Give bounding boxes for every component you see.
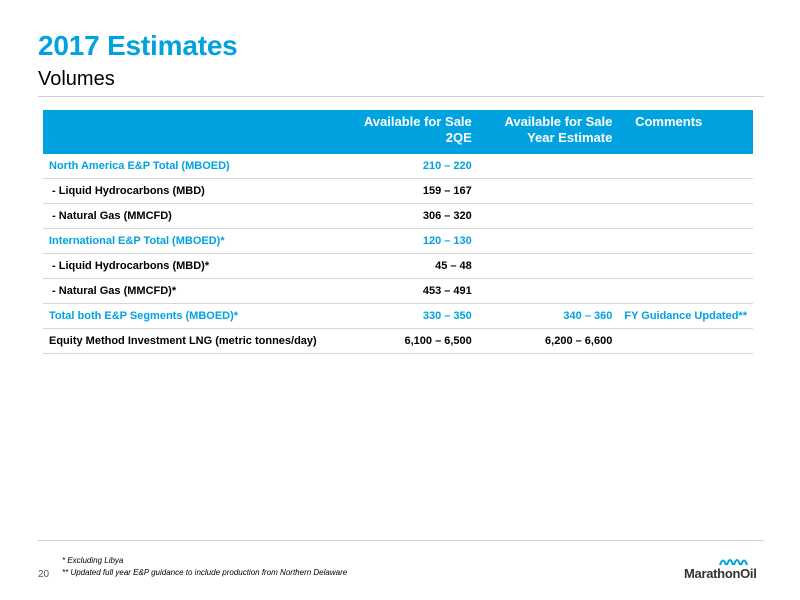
row-comment: [618, 179, 753, 204]
footer-divider: [38, 540, 764, 541]
row-year-value: [478, 154, 619, 179]
row-label: - Liquid Hydrocarbons (MBD): [43, 179, 325, 204]
row-label: Total both E&P Segments (MBOED)*: [43, 304, 325, 329]
table-row: [43, 279, 753, 304]
table-row: [43, 304, 753, 329]
row-label: - Natural Gas (MMCFD): [43, 204, 325, 229]
table-row: [43, 229, 753, 254]
row-2qe-value: 453 – 491: [325, 279, 478, 304]
row-comment: [618, 329, 753, 354]
page-subtitle: Volumes: [38, 68, 115, 90]
row-comment: [618, 229, 753, 254]
table-row: [43, 154, 753, 179]
row-year-value: [478, 279, 619, 304]
row-comment: FY Guidance Updated**: [618, 304, 753, 329]
row-year-value: [478, 204, 619, 229]
footnote-excluding-libya: * Excluding Libya: [62, 556, 124, 565]
page-title: 2017 Estimates: [38, 30, 238, 61]
row-comment: [618, 204, 753, 229]
table-row: [43, 179, 753, 204]
row-label: North America E&P Total (MBOED): [43, 154, 325, 179]
column-header-label: [43, 110, 325, 154]
row-comment: [618, 279, 753, 304]
table-row: [43, 254, 753, 279]
column-header-year-line1: Available for Sale: [504, 114, 613, 129]
row-label: - Natural Gas (MMCFD)*: [43, 279, 325, 304]
row-2qe-value: 6,100 – 6,500: [325, 329, 478, 354]
row-label: International E&P Total (MBOED)*: [43, 229, 325, 254]
header-divider: [38, 96, 764, 97]
row-2qe-value: 210 – 220: [325, 154, 478, 179]
row-2qe-value: 330 – 350: [325, 304, 478, 329]
row-label: - Liquid Hydrocarbons (MBD)*: [43, 254, 325, 279]
volumes-table: [43, 110, 753, 354]
column-header-year-estimate: [478, 110, 619, 154]
row-2qe-value: 45 – 48: [325, 254, 478, 279]
row-year-value: [478, 179, 619, 204]
logo-mark-icon: [718, 554, 748, 566]
table-row: [43, 204, 753, 229]
footnote-updated-guidance: ** Updated full year E&P guidance to include production from Northern Delaware: [62, 568, 348, 577]
logo-text: MarathonOil: [684, 566, 757, 581]
row-label: Equity Method Investment LNG (metric tonnes/day): [43, 329, 325, 354]
column-header-2qe-line1: Available for Sale: [363, 114, 472, 129]
row-2qe-value: 120 – 130: [325, 229, 478, 254]
row-year-value: 6,200 – 6,600: [478, 329, 619, 354]
table-row: [43, 329, 753, 354]
column-header-2qe-line2: 2QE: [445, 130, 472, 145]
page-number: 20: [38, 569, 50, 580]
row-year-value: [478, 229, 619, 254]
marathon-oil-logo: [684, 554, 764, 584]
row-2qe-value: 159 – 167: [325, 179, 478, 204]
row-year-value: [478, 254, 619, 279]
row-comment: [618, 254, 753, 279]
column-header-year-line2: Year Estimate: [527, 130, 613, 145]
row-year-value: 340 – 360: [478, 304, 619, 329]
row-2qe-value: 306 – 320: [325, 204, 478, 229]
column-header-comments: Comments: [618, 110, 753, 154]
table-header-row: [43, 110, 753, 154]
row-comment: [618, 154, 753, 179]
column-header-2qe: [325, 110, 478, 154]
